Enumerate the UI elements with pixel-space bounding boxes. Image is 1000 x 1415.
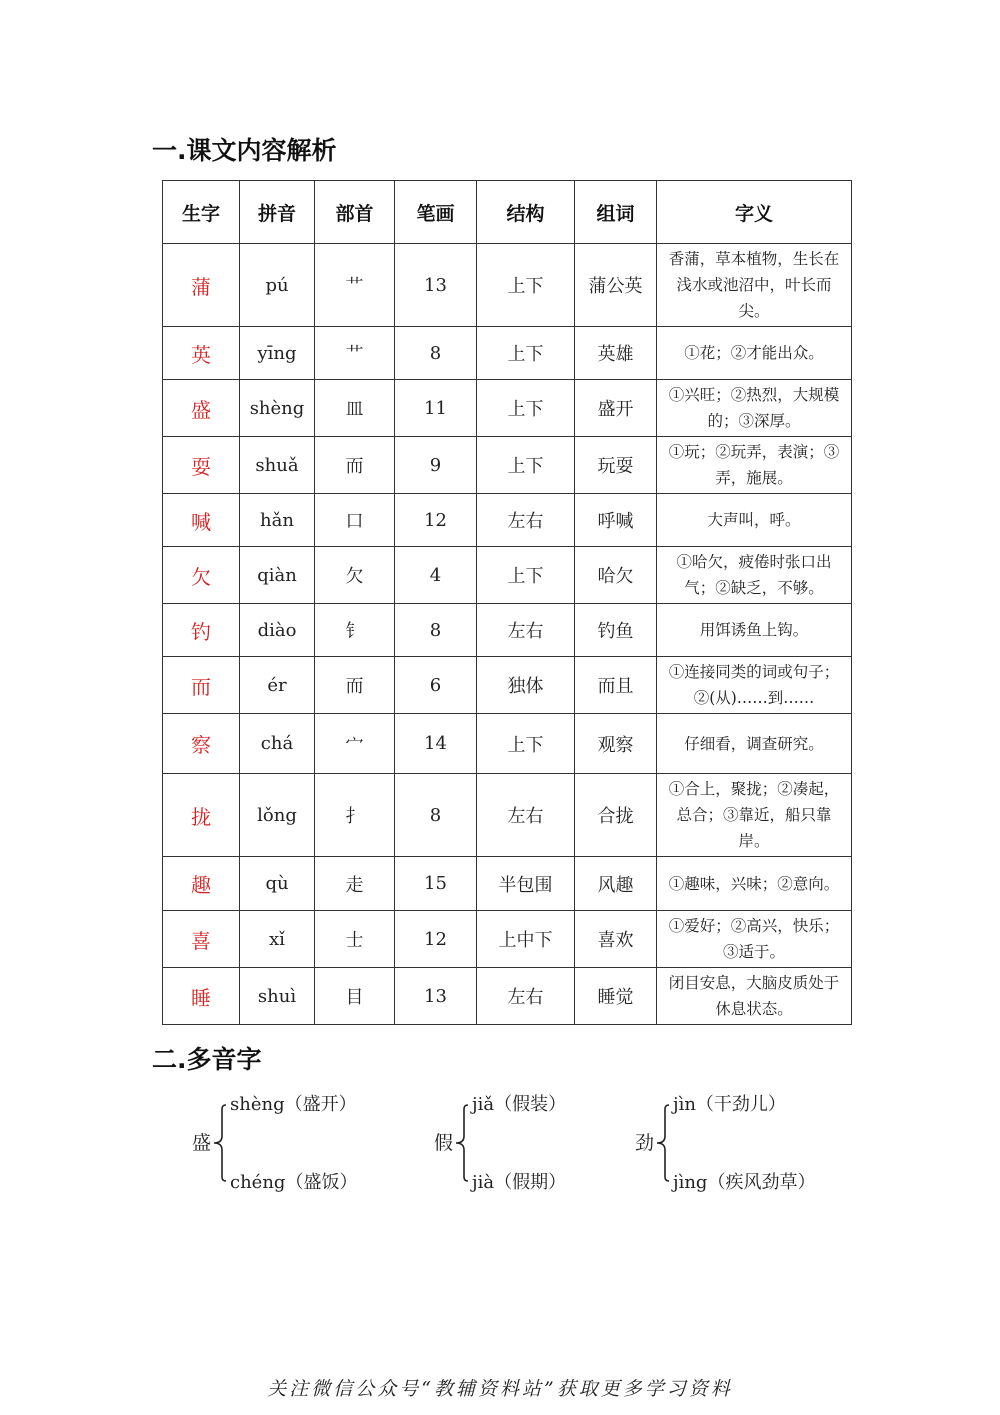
meaning-cell: ①爱好；②高兴，快乐；③适于。 — [657, 911, 852, 968]
column-header-strokes: 笔画 — [395, 181, 477, 244]
pinyin-cell: shèng — [240, 380, 315, 437]
pinyin-cell: lǒng — [240, 774, 315, 857]
column-header-pinyin: 拼音 — [240, 181, 315, 244]
meaning-cell: ①兴旺；②热烈，大规模的；③深厚。 — [657, 380, 852, 437]
word-cell: 玩耍 — [575, 437, 657, 494]
character-cell: 而 — [163, 657, 240, 714]
footer-note: 关注微信公众号“教辅资料站”获取更多学习资料 — [267, 1378, 733, 1400]
word-cell: 睡觉 — [575, 968, 657, 1025]
radical-cell: 而 — [315, 437, 395, 494]
structure-cell: 上下 — [477, 244, 575, 327]
character-cell: 趣 — [163, 857, 240, 911]
polyphone-reading: jià（假期） — [472, 1172, 567, 1193]
pinyin-cell: shuì — [240, 968, 315, 1025]
polyphone-reading: jiǎ（假装） — [472, 1094, 567, 1115]
word-cell: 哈欠 — [575, 547, 657, 604]
strokes-cell: 12 — [395, 911, 477, 968]
table-row — [163, 657, 852, 714]
table-row — [163, 244, 852, 327]
strokes-cell: 9 — [395, 437, 477, 494]
section-title-content-analysis: 一.课文内容解析 — [152, 136, 337, 165]
meaning-cell: 仔细看，调查研究。 — [657, 714, 852, 774]
meaning-cell: ①合上，聚拢；②凑起，总合；③靠近，船只靠岸。 — [657, 774, 852, 857]
structure-cell: 半包围 — [477, 857, 575, 911]
table-body — [163, 244, 852, 1025]
word-cell: 喜欢 — [575, 911, 657, 968]
character-cell: 盛 — [163, 380, 240, 437]
character-cell: 喊 — [163, 494, 240, 547]
table-row — [163, 494, 852, 547]
character-cell: 欠 — [163, 547, 240, 604]
polyphone-reading: chéng（盛饭） — [230, 1172, 358, 1193]
pinyin-cell: shuǎ — [240, 437, 315, 494]
radical-cell: 而 — [315, 657, 395, 714]
table-row — [163, 437, 852, 494]
table-row — [163, 714, 852, 774]
strokes-cell: 13 — [395, 244, 477, 327]
structure-cell: 上下 — [477, 547, 575, 604]
character-cell: 钓 — [163, 604, 240, 657]
meaning-cell: ①玩；②玩弄，表演；③弄，施展。 — [657, 437, 852, 494]
table-row — [163, 774, 852, 857]
radical-cell: 艹 — [315, 244, 395, 327]
word-cell: 风趣 — [575, 857, 657, 911]
meaning-cell: ①花；②才能出众。 — [657, 327, 852, 380]
meaning-cell: 大声叫，呼。 — [657, 494, 852, 547]
pinyin-cell: diào — [240, 604, 315, 657]
character-cell: 察 — [163, 714, 240, 774]
column-header-meaning: 字义 — [657, 181, 852, 244]
column-header-word: 组词 — [575, 181, 657, 244]
radical-cell: 扌 — [315, 774, 395, 857]
meaning-cell: 用饵诱鱼上钩。 — [657, 604, 852, 657]
radical-cell: 钅 — [315, 604, 395, 657]
table-row — [163, 547, 852, 604]
pinyin-cell: yīng — [240, 327, 315, 380]
character-cell: 耍 — [163, 437, 240, 494]
radical-cell: 宀 — [315, 714, 395, 774]
table-header-row — [163, 181, 852, 244]
table-row — [163, 327, 852, 380]
structure-cell: 左右 — [477, 774, 575, 857]
structure-cell: 上中下 — [477, 911, 575, 968]
pinyin-cell: hǎn — [240, 494, 315, 547]
radical-cell: 目 — [315, 968, 395, 1025]
word-cell: 英雄 — [575, 327, 657, 380]
word-cell: 盛开 — [575, 380, 657, 437]
radical-cell: 口 — [315, 494, 395, 547]
polyphone-reading: jìng（疾风劲草） — [673, 1172, 816, 1193]
meaning-cell: 闭目安息，大脑皮质处于休息状态。 — [657, 968, 852, 1025]
strokes-cell: 8 — [395, 327, 477, 380]
strokes-cell: 14 — [395, 714, 477, 774]
strokes-cell: 13 — [395, 968, 477, 1025]
word-cell: 呼喊 — [575, 494, 657, 547]
character-cell: 蒲 — [163, 244, 240, 327]
meaning-cell: 香蒲，草本植物，生长在浅水或池沼中，叶长而尖。 — [657, 244, 852, 327]
word-cell: 蒲公英 — [575, 244, 657, 327]
word-cell: 钓鱼 — [575, 604, 657, 657]
strokes-cell: 6 — [395, 657, 477, 714]
polyphone-character: 假 — [434, 1132, 454, 1154]
radical-cell: 欠 — [315, 547, 395, 604]
character-cell: 英 — [163, 327, 240, 380]
table-row — [163, 604, 852, 657]
table-row — [163, 857, 852, 911]
character-cell: 喜 — [163, 911, 240, 968]
pinyin-cell: qiàn — [240, 547, 315, 604]
table-row — [163, 968, 852, 1025]
radical-cell: 走 — [315, 857, 395, 911]
structure-cell: 上下 — [477, 437, 575, 494]
radical-cell: 士 — [315, 911, 395, 968]
structure-cell: 左右 — [477, 968, 575, 1025]
section-title-polyphones: 二.多音字 — [152, 1045, 262, 1074]
character-cell: 拢 — [163, 774, 240, 857]
strokes-cell: 8 — [395, 774, 477, 857]
word-cell: 而且 — [575, 657, 657, 714]
polyphone-reading: shèng（盛开） — [230, 1094, 357, 1115]
character-table — [162, 180, 852, 1025]
structure-cell: 上下 — [477, 714, 575, 774]
strokes-cell: 8 — [395, 604, 477, 657]
polyphone-character: 劲 — [635, 1132, 655, 1154]
pinyin-cell: qù — [240, 857, 315, 911]
meaning-cell: ①趣味，兴味；②意向。 — [657, 857, 852, 911]
structure-cell: 上下 — [477, 327, 575, 380]
strokes-cell: 15 — [395, 857, 477, 911]
meaning-cell: ①连接同类的词或句子；②(从)……到…… — [657, 657, 852, 714]
character-cell: 睡 — [163, 968, 240, 1025]
structure-cell: 左右 — [477, 604, 575, 657]
structure-cell: 左右 — [477, 494, 575, 547]
table-row — [163, 911, 852, 968]
strokes-cell: 4 — [395, 547, 477, 604]
polyphone-character: 盛 — [192, 1132, 212, 1154]
polyphone-reading: jìn（干劲儿） — [673, 1094, 786, 1115]
pinyin-cell: xǐ — [240, 911, 315, 968]
strokes-cell: 12 — [395, 494, 477, 547]
column-header-character: 生字 — [163, 181, 240, 244]
strokes-cell: 11 — [395, 380, 477, 437]
meaning-cell: ①哈欠，疲倦时张口出气；②缺乏，不够。 — [657, 547, 852, 604]
radical-cell: 艹 — [315, 327, 395, 380]
pinyin-cell: chá — [240, 714, 315, 774]
word-cell: 合拢 — [575, 774, 657, 857]
structure-cell: 上下 — [477, 380, 575, 437]
structure-cell: 独体 — [477, 657, 575, 714]
column-header-radical: 部首 — [315, 181, 395, 244]
word-cell: 观察 — [575, 714, 657, 774]
column-header-structure: 结构 — [477, 181, 575, 244]
table-row — [163, 380, 852, 437]
pinyin-cell: pú — [240, 244, 315, 327]
pinyin-cell: ér — [240, 657, 315, 714]
radical-cell: 皿 — [315, 380, 395, 437]
